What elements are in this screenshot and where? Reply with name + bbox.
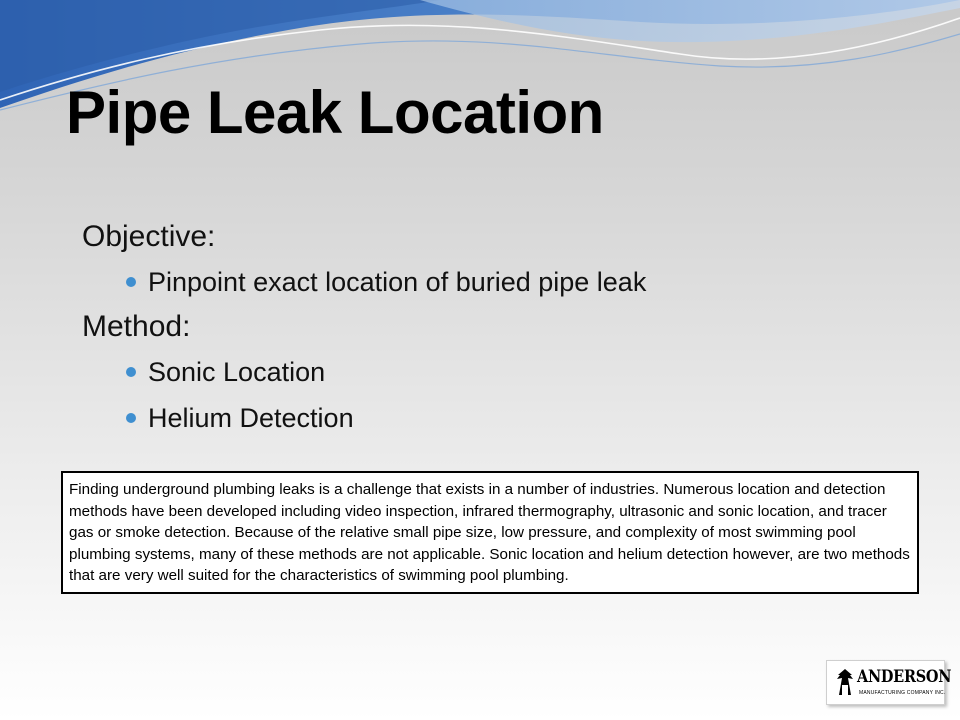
bullet-item [126,349,646,395]
bullet-dot-icon [126,413,136,423]
method-heading: Method: [82,310,191,343]
logo-subtitle: MANUFACTURING COMPANY INC. [859,690,946,696]
objective-heading: Objective: [82,220,216,253]
logo-name: ANDERSON [857,667,952,687]
slide-title: Pipe Leak Location [66,79,604,146]
bullet-text: Helium Detection [148,403,354,433]
bullet-text: Pinpoint exact location of buried pipe leak [148,267,647,297]
bullet-dot-icon [126,277,136,287]
bullet-dot-icon [126,367,136,377]
bullet-item [126,259,646,305]
logo-mark-icon [835,667,855,697]
bullet-text: Sonic Location [148,357,326,387]
notes-textbox: Finding underground plumbing leaks is a challenge that exists in a number of industries. Numerous location and detection methods have been developed including video inspection, infrared thermography, ultrasonic and sonic location, and tracer gas or smoke detection. Because of the relative small pipe size, low pressure, and complexity of most swimming pool plumbing systems, many of these methods are not applicable. Sonic location and helium detection however, are two methods that are very well suited for the characteristics of swimming pool plumbing. [61,471,919,594]
content-list [82,215,646,441]
bullet-item [126,395,646,441]
anderson-logo [826,660,952,705]
